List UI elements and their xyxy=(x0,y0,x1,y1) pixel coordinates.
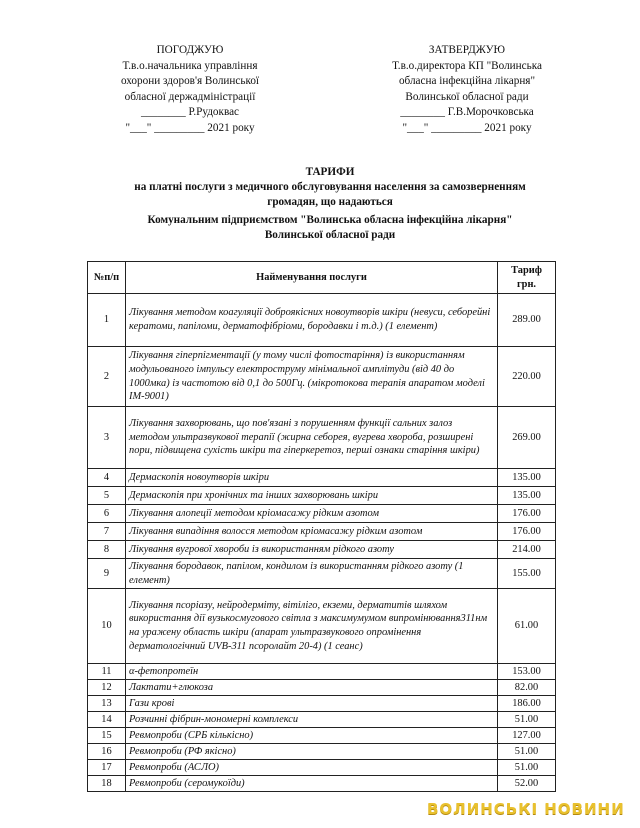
row-number: 10 xyxy=(88,589,126,664)
service-name: Лікування бородавок, папілом, кондилом із використанням рідкого азоту (1 елемент) xyxy=(126,559,498,589)
service-price: 135.00 xyxy=(498,487,556,505)
table-row xyxy=(88,776,556,792)
row-number: 12 xyxy=(88,680,126,696)
table-row xyxy=(88,487,556,505)
watermark-logo: ВОЛИНСЬКІ НОВИНИ xyxy=(427,800,625,818)
service-name: Лікування випадіння волосся методом кріомасажу рідким азотом xyxy=(126,523,498,541)
approval-date-line: "___" _________ 2021 року xyxy=(402,121,532,134)
service-name: Лікування псоріазу, нейродерміту, вітіліго, екземи, дерматитів шляхом використання дії вузькосмугового світла з максимумумом випромінювання311нм на уражену область шкіри (апарат ультразвукового опромінення дерматологічний UVB-311 псоролайт 20-4) (1 сеанс) xyxy=(126,589,498,664)
service-price: 51.00 xyxy=(498,744,556,760)
service-name: Розчинні фібрин-мономерні комплекси xyxy=(126,712,498,728)
approval-line: Т.в.о.начальника управління xyxy=(122,59,258,72)
service-name: Ревмопроби (серомукоїди) xyxy=(126,776,498,792)
document-title: ТАРИФИ xyxy=(305,166,355,178)
service-price: 153.00 xyxy=(498,664,556,680)
row-number: 16 xyxy=(88,744,126,760)
service-name: Лікування гіперпігментації (у тому числі фотостаріння) із використанням модульованого імпульсу електроструму мінімальної амплітуди (від 40 до 1000мка) із частотою від 0,1 до 500Гц. (мікротокова терапія апаратом моделі ІМ-9001) xyxy=(126,347,498,407)
table-row xyxy=(88,744,556,760)
table-row xyxy=(88,760,556,776)
service-price: 82.00 xyxy=(498,680,556,696)
table-row xyxy=(88,680,556,696)
table-row xyxy=(88,407,556,469)
table-row xyxy=(88,589,556,664)
service-name: Лікування алопеції методом кріомасажу рідким азотом xyxy=(126,505,498,523)
row-number: 14 xyxy=(88,712,126,728)
row-number: 5 xyxy=(88,487,126,505)
row-number: 9 xyxy=(88,559,126,589)
row-number: 11 xyxy=(88,664,126,680)
table-header-row xyxy=(88,262,556,294)
document-organization: Комунальним підприємством "Волинська обласна інфекційна лікарня" xyxy=(147,214,513,226)
service-price: 214.00 xyxy=(498,541,556,559)
row-number: 7 xyxy=(88,523,126,541)
column-header-service: Найменування послуги xyxy=(126,262,498,294)
service-price: 127.00 xyxy=(498,728,556,744)
approval-block-right xyxy=(352,43,582,137)
service-price: 220.00 xyxy=(498,347,556,407)
service-price: 289.00 xyxy=(498,294,556,347)
row-number: 2 xyxy=(88,347,126,407)
table-row xyxy=(88,728,556,744)
service-price: 155.00 xyxy=(498,559,556,589)
document-subtitle: громадян, що надаються xyxy=(267,196,393,208)
row-number: 17 xyxy=(88,760,126,776)
approval-signature-line: ________ Г.В.Морочковська xyxy=(400,106,534,119)
service-name: Дермаскопія при хронічних та інших захворювань шкіри xyxy=(126,487,498,505)
row-number: 18 xyxy=(88,776,126,792)
tariff-table xyxy=(87,261,556,792)
table-row xyxy=(88,347,556,407)
row-number: 15 xyxy=(88,728,126,744)
table-row xyxy=(88,294,556,347)
service-name: Гази крові xyxy=(126,696,498,712)
service-name: Дермаскопія новоутворів шкіри xyxy=(126,469,498,487)
service-price: 51.00 xyxy=(498,712,556,728)
service-price: 51.00 xyxy=(498,760,556,776)
service-name: Лікування методом коагуляції доброякісних новоутворів шкіри (невуси, себорейні кератоми, папіломи, дерматофібріоми, бородавки і т.д.) (1 елемент) xyxy=(126,294,498,347)
approval-block-left xyxy=(75,43,305,137)
column-header-number: №п/п xyxy=(88,262,126,294)
row-number: 3 xyxy=(88,407,126,469)
document-organization: Волинської обласної ради xyxy=(264,229,396,241)
approval-line: Т.в.о.директора КП "Волинська xyxy=(392,59,542,72)
service-price: 176.00 xyxy=(498,505,556,523)
service-name: Ревмопроби (АСЛО) xyxy=(126,760,498,776)
service-price: 135.00 xyxy=(498,469,556,487)
service-name: Лікування вугрової хвороби із використанням рідкого азоту xyxy=(126,541,498,559)
table-row xyxy=(88,712,556,728)
service-price: 61.00 xyxy=(498,589,556,664)
document-subtitle: на платні послуги з медичного обслуговування населення за самозверненням xyxy=(134,181,526,193)
table-row xyxy=(88,505,556,523)
service-price: 52.00 xyxy=(498,776,556,792)
service-price: 186.00 xyxy=(498,696,556,712)
approval-heading: ЗАТВЕРДЖУЮ xyxy=(428,44,506,56)
service-price: 176.00 xyxy=(498,523,556,541)
service-name: α-фетопротеїн xyxy=(126,664,498,680)
approval-date-line: "___" _________ 2021 року xyxy=(125,121,255,134)
approval-heading: ПОГОДЖУЮ xyxy=(156,44,224,56)
table-row xyxy=(88,541,556,559)
document-title-block xyxy=(90,165,570,243)
service-price: 269.00 xyxy=(498,407,556,469)
approval-line: охорони здоров'я Волинської xyxy=(120,75,260,88)
approval-line: обласна інфекційна лікарня" xyxy=(398,75,536,88)
table-row xyxy=(88,664,556,680)
approval-line: обласної держадміністрації xyxy=(124,90,256,103)
approval-line: Волинської обласної ради xyxy=(405,90,529,103)
table-row xyxy=(88,469,556,487)
service-name: Ревмопроби (РФ якісно) xyxy=(126,744,498,760)
service-name: Ревмопроби (СРБ кількісно) xyxy=(126,728,498,744)
service-name: Лікування захворювань, що пов'язані з порушенням функції сальних залоз методом ультразвукової терапії (жирна себорея, вугрева хвороба, розширені пори, підвищена сухість шкіри та гіперкеретоз, перші ознаки старіння шкіри) xyxy=(126,407,498,469)
row-number: 6 xyxy=(88,505,126,523)
table-row xyxy=(88,696,556,712)
column-header-price: Тариф грн. xyxy=(498,262,556,294)
row-number: 4 xyxy=(88,469,126,487)
row-number: 1 xyxy=(88,294,126,347)
approval-signature-line: ________ Р.Рудоквас xyxy=(140,106,240,119)
row-number: 13 xyxy=(88,696,126,712)
service-name: Лактати+глюкоза xyxy=(126,680,498,696)
row-number: 8 xyxy=(88,541,126,559)
table-row xyxy=(88,559,556,589)
table-row xyxy=(88,523,556,541)
